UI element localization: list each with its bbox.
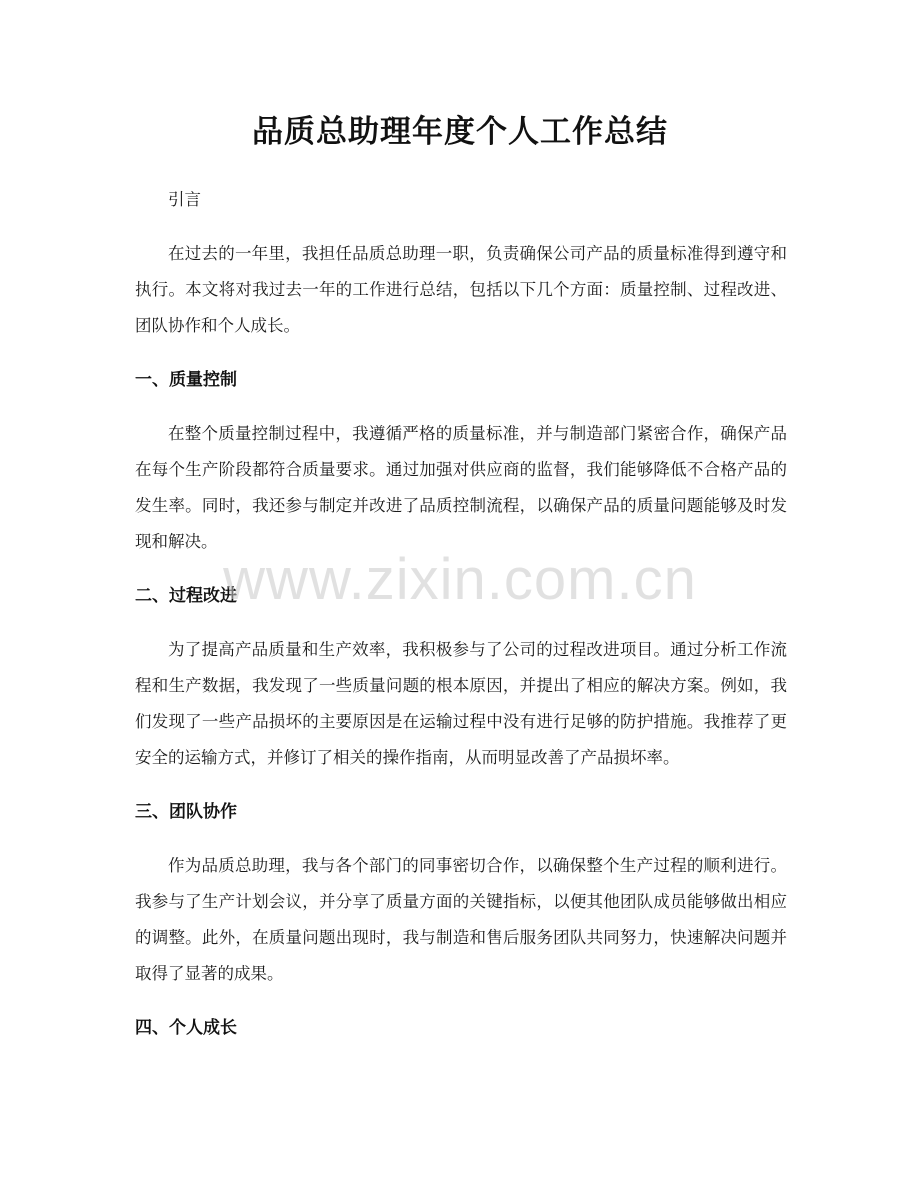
document-title: 品质总助理年度个人工作总结 xyxy=(252,114,668,150)
document-body xyxy=(135,182,787,1064)
section-heading-process-improvement: 二、过程改进 xyxy=(135,586,237,606)
section-paragraph-team-collaboration: 作为品质总助理，我与各个部门的同事密切合作，以确保整个生产过程的顺利进行。我参与了生产计划会议，并分享了质量方面的关键指标，以便其他团队成员能够做出相应的调整。此外，在质量问题出现时，我与制造和售后服务团队共同努力，快速解决问题并取得了显著的成果。 xyxy=(135,856,787,983)
section-paragraph-quality-control: 在整个质量控制过程中，我遵循严格的质量标准，并与制造部门紧密合作，确保产品在每个生产阶段都符合质量要求。通过加强对供应商的监督，我们能够降低不合格产品的发生率。同时，我还参与制定并改进了品质控制流程，以确保产品的质量问题能够及时发现和解决。 xyxy=(135,424,787,551)
section-heading-quality-control: 一、质量控制 xyxy=(135,370,237,390)
section-paragraph-process-improvement: 为了提高产品质量和生产效率，我积极参与了公司的过程改进项目。通过分析工作流程和生产数据，我发现了一些质量问题的根本原因，并提出了相应的解决方案。例如，我们发现了一些产品损坏的主要原因是在运输过程中没有进行足够的防护措施。我推荐了更安全的运输方式，并修订了相关的操作指南，从而明显改善了产品损坏率。 xyxy=(135,640,787,767)
section-heading-personal-growth: 四、个人成长 xyxy=(135,1018,237,1038)
watermark-text: www.zixin.com.cn xyxy=(223,547,697,612)
intro-paragraph: 在过去的一年里，我担任品质总助理一职，负责确保公司产品的质量标准得到遵守和执行。本文将对我过去一年的工作进行总结，包括以下几个方面：质量控制、过程改进、团队协作和个人成长。 xyxy=(135,244,787,335)
section-heading-team-collaboration: 三、团队协作 xyxy=(135,802,237,822)
intro-label: 引言 xyxy=(168,190,201,209)
